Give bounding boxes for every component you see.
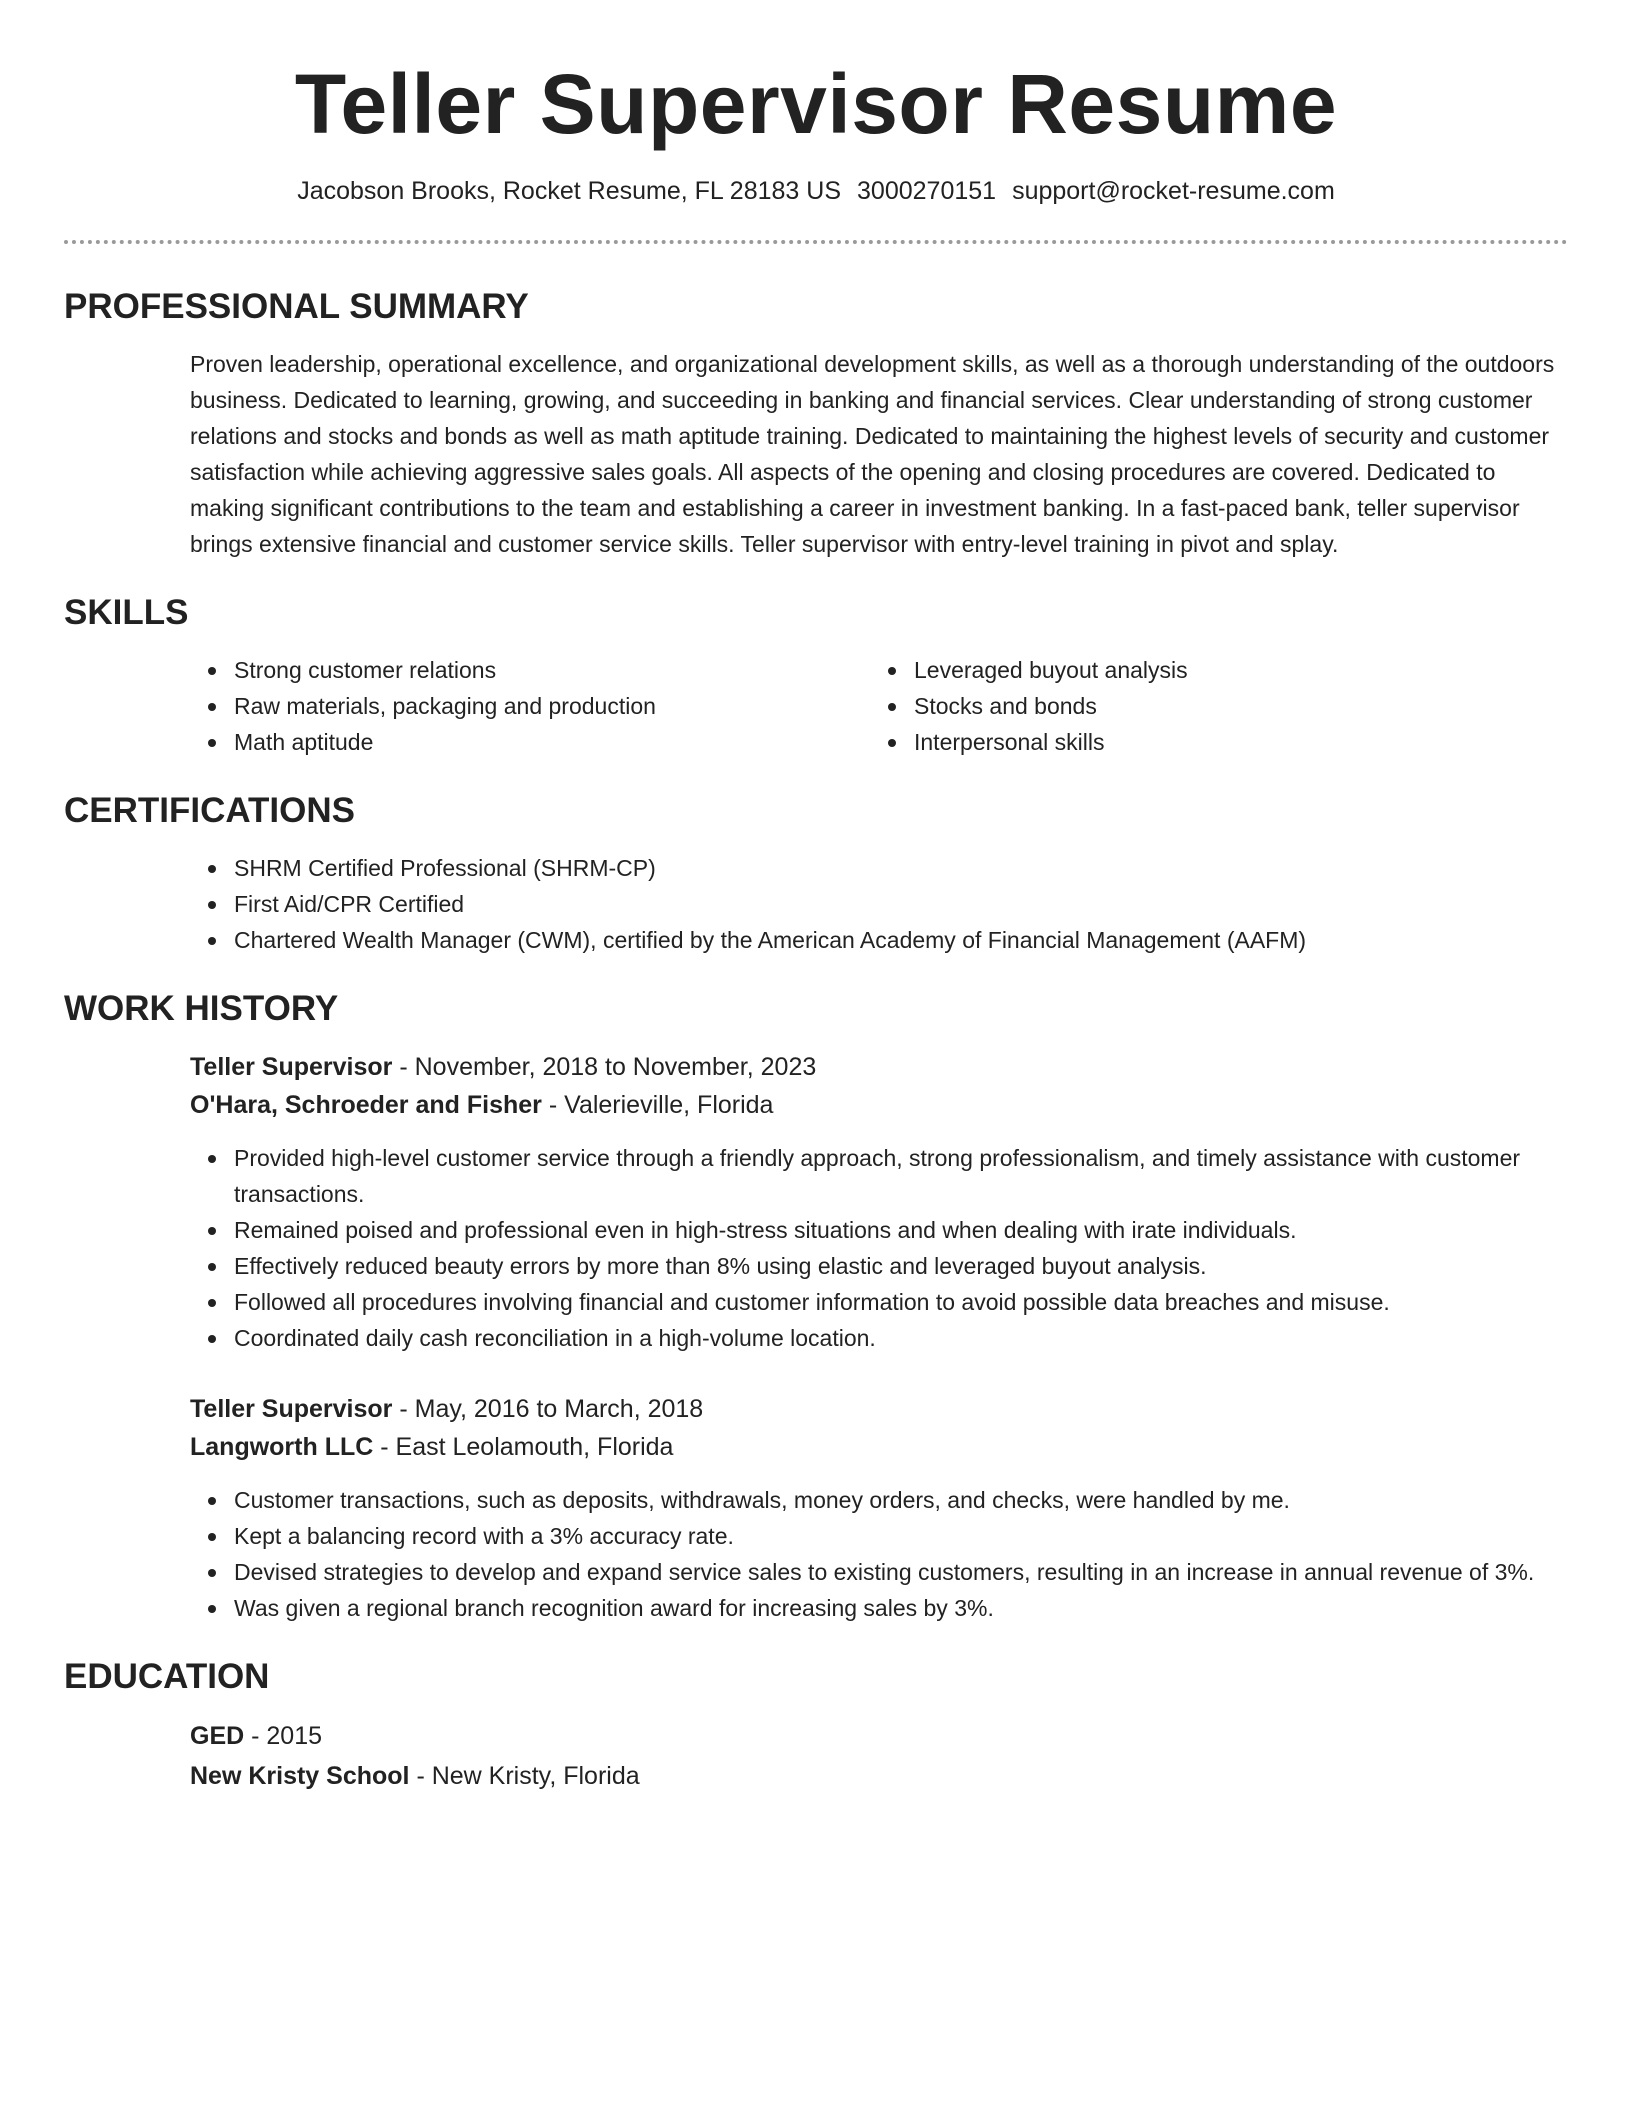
certifications-section xyxy=(64,790,1568,958)
skill-item: Stocks and bonds xyxy=(914,688,1550,724)
job-location: - East Leolamouth, Florida xyxy=(373,1433,674,1461)
education-degree-line xyxy=(190,1716,1568,1756)
certifications-list xyxy=(190,850,1568,958)
job-bullets xyxy=(190,1482,1568,1626)
job-title: Teller Supervisor xyxy=(190,1395,393,1423)
job-bullet: Was given a regional branch recognition award for increasing sales by 3%. xyxy=(234,1590,1568,1626)
skills-section xyxy=(64,592,1568,760)
certifications-heading: CERTIFICATIONS xyxy=(64,791,356,830)
contact-address: Jacobson Brooks, Rocket Resume, FL 28183 US xyxy=(297,177,842,205)
resume-page xyxy=(64,0,1568,1796)
job-bullet: Coordinated daily cash reconciliation in a high-volume location. xyxy=(234,1320,1568,1356)
job-title: Teller Supervisor xyxy=(190,1053,393,1081)
work-history-section xyxy=(64,988,1568,1626)
job-dates: - May, 2016 to March, 2018 xyxy=(392,1395,704,1423)
job-company-line xyxy=(190,1428,1568,1466)
education-school-line xyxy=(190,1756,1568,1796)
job-bullet: Provided high-level customer service through a friendly approach, strong professionalism, and timely assistance with customer transactions. xyxy=(234,1140,1568,1212)
job-bullet: Devised strategies to develop and expand service sales to existing customers, resulting in an increase in annual revenue of 3%. xyxy=(234,1554,1568,1590)
education-location: - New Kristy, Florida xyxy=(409,1762,640,1790)
skills-grid xyxy=(190,652,1568,760)
certification-item: Chartered Wealth Manager (CWM), certified by the American Academy of Financial Management (AAFM) xyxy=(234,922,1568,958)
job-entry xyxy=(190,1048,1568,1356)
certification-item: First Aid/CPR Certified xyxy=(234,886,1568,922)
skills-heading: SKILLS xyxy=(64,593,189,632)
contact-phone: 3000270151 xyxy=(857,177,997,205)
job-entry xyxy=(190,1390,1568,1626)
education-section xyxy=(64,1656,1568,1796)
job-bullet: Remained poised and professional even in high-stress situations and when dealing with irate individuals. xyxy=(234,1212,1568,1248)
contact-line xyxy=(64,174,1568,208)
skill-item: Interpersonal skills xyxy=(914,724,1550,760)
education-heading: EDUCATION xyxy=(64,1657,270,1696)
contact-email: support@rocket-resume.com xyxy=(1012,177,1335,205)
education-year: - 2015 xyxy=(244,1722,323,1750)
education-degree: GED xyxy=(190,1722,245,1750)
education-school: New Kristy School xyxy=(190,1762,410,1790)
job-dates: - November, 2018 to November, 2023 xyxy=(392,1053,817,1081)
header-divider xyxy=(64,240,1568,244)
job-bullet: Kept a balancing record with a 3% accuracy rate. xyxy=(234,1518,1568,1554)
job-bullets xyxy=(190,1140,1568,1356)
job-bullet: Followed all procedures involving financial and customer information to avoid possible data breaches and misuse. xyxy=(234,1284,1568,1320)
job-location: - Valerieville, Florida xyxy=(541,1091,774,1119)
skills-column-left xyxy=(190,652,870,760)
skill-item: Raw materials, packaging and production xyxy=(234,688,870,724)
job-company: Langworth LLC xyxy=(190,1433,374,1461)
skill-item: Leveraged buyout analysis xyxy=(914,652,1550,688)
education-entry xyxy=(190,1716,1568,1796)
job-title-line xyxy=(190,1048,1568,1086)
summary-heading: PROFESSIONAL SUMMARY xyxy=(64,287,529,326)
summary-text: Proven leadership, operational excellence, and organizational development skills, as well as a thorough understanding of the outdoors business. Dedicated to learning, growing, and succeeding in banking and financial services. Clear understanding of strong customer relations and stocks and bonds as well as math aptitude training. Dedicated to maintaining the highest levels of security and customer satisfaction while achieving aggressive sales goals. All aspects of the opening and closing procedures are covered. Dedicated to making significant contributions to the team and establishing a career in investment banking. In a fast-paced bank, teller supervisor brings extensive financial and customer service skills. Teller supervisor with entry-level training in pivot and splay. xyxy=(190,351,1555,557)
resume-title: Teller Supervisor Resume xyxy=(294,57,1338,151)
skill-item: Math aptitude xyxy=(234,724,870,760)
summary-section xyxy=(64,286,1568,562)
job-bullet: Customer transactions, such as deposits, withdrawals, money orders, and checks, were handled by me. xyxy=(234,1482,1568,1518)
certification-item: SHRM Certified Professional (SHRM-CP) xyxy=(234,850,1568,886)
skill-item: Strong customer relations xyxy=(234,652,870,688)
job-bullet: Effectively reduced beauty errors by more than 8% using elastic and leveraged buyout analysis. xyxy=(234,1248,1568,1284)
skills-column-right xyxy=(870,652,1550,760)
job-company-line xyxy=(190,1086,1568,1124)
job-company: O'Hara, Schroeder and Fisher xyxy=(190,1091,542,1119)
job-title-line xyxy=(190,1390,1568,1428)
work-history-heading: WORK HISTORY xyxy=(64,989,339,1028)
